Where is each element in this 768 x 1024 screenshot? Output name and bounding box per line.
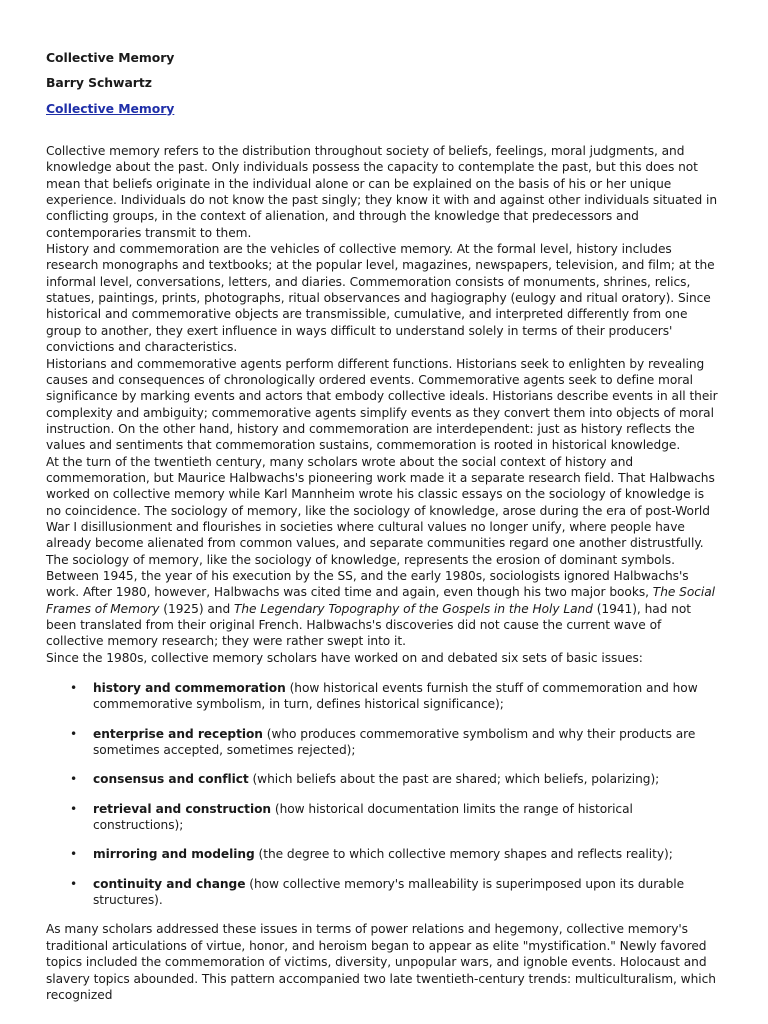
issue-description: (who produces commemorative symbolism and why their products are sometimes accepted, sometimes rejected);	[93, 726, 696, 758]
issue-term: history and commemoration	[93, 681, 286, 696]
list-item	[46, 726, 722, 759]
document-page	[46, 50, 722, 1003]
issue-description: (how historical events furnish the stuff of commemoration and how commemorative symbolism, in turn, defines historical significance);	[93, 681, 698, 712]
issue-term: mirroring and modeling	[93, 847, 255, 862]
bullet-icon: •	[70, 801, 78, 816]
issue-term: enterprise and reception	[93, 726, 263, 741]
paragraph-5-part-1: Between 1945, the year of his execution by the SS, and the early 1980s, sociologists ignored Halbwachs's work. After 1980, however, Halbwachs was cited time and again, even though his two major books,	[46, 568, 689, 600]
paragraph-3: Historians and commemorative agents perform different functions. Historians seek to enlighten by revealing causes and consequences of chronologically ordered events. Commemorative agents seek to define moral significance by marking events and actors that embody collective ideals. Historians describe events in all their complexity and ambiguity; commemorative agents simplify events as they convert them into objects of moral instruction. On the other hand, history and commemoration are interdependent: just as history reflects the values and sentiments that commemoration sustains, commemoration is rooted in historical knowledge.	[46, 356, 718, 453]
paragraph-2: History and commemoration are the vehicles of collective memory. At the formal level, history includes research monographs and textbooks; at the popular level, magazines, newspapers, television, and film; at the informal level, conversations, letters, and diaries. Commemoration consists of monuments, shrines, relics, statues, paintings, prints, photographs, ritual observances and hagiography (eulogy and ritual oratory). Since historical and commemorative objects are transmissible, cumulative, and interpreted differently from one group to another, they exert influence in ways difficult to understand solely in terms of their producers' convictions and characteristics.	[46, 242, 715, 355]
collective-memory-link[interactable]: Collective Memory	[46, 100, 175, 116]
list-item	[46, 846, 722, 862]
list-intro: Since the 1980s, collective memory scholars have worked on and debated six sets of basic issues:	[46, 650, 643, 665]
issue-term: retrieval and construction	[93, 801, 272, 816]
list-item	[46, 680, 722, 713]
book-title-social-frames: The Social Frames of Memory	[46, 585, 715, 616]
paragraph-4: At the turn of the twentieth century, many scholars wrote about the social context of history and commemoration, but Maurice Halbwachs's pioneering work made it a separate research field. That Halbwachs worked on collective memory while Karl Mannheim wrote his classic essays on the sociology of knowledge is no coincidence. The sociology of memory, like the sociology of knowledge, arose during the era of post-World War I disillusionment and flourishes in societies where cultural values no longer unify, where people have already become alienated from common values, and separate communities regard one another distrustfully. The sociology of memory, like the sociology of knowledge, represents the erosion of dominant symbols.	[46, 454, 715, 567]
issues-list	[46, 680, 722, 908]
issue-term: consensus and conflict	[93, 772, 249, 787]
issue-description: (how collective memory's malleability is superimposed upon its durable structures).	[93, 876, 685, 908]
issue-description: (how historical documentation limits the range of historical constructions);	[93, 801, 633, 833]
document-author: Barry Schwartz	[46, 75, 152, 91]
closing-paragraph: As many scholars addressed these issues in terms of power relations and hegemony, collective memory's traditional articulations of virtue, honor, and heroism began to appear as elite "mystification." Newly favored topics included the commemoration of victims, diversity, unpopular wars, and ignoble events. Holocaust and slavery topics abounded. This pattern accompanied two late twentieth-century trends: multiculturalism, which recognized	[46, 922, 716, 1002]
bullet-icon: •	[70, 876, 78, 891]
book-title-legendary-topography: The Legendary Topography of the Gospels in the Holy Land	[233, 601, 593, 616]
document-title: Collective Memory	[46, 50, 175, 65]
issue-term: continuity and change	[93, 876, 246, 891]
paragraph-5-part-3: (1941), had not been translated from their original French. Halbwachs's discoveries did not cause the current wave of collective memory research; they were rather swept into it.	[46, 601, 691, 649]
paragraph-1: Collective memory refers to the distribution throughout society of beliefs, feelings, moral judgments, and knowledge about the past. Only individuals possess the capacity to contemplate the past, but this does not mean that beliefs originate in the individual alone or can be explained on the basis of his or her unique experience. Individuals do not know the past singly; they know it with and against other individuals situated in conflicting groups, in the context of alienation, and through the knowledge that predecessors and contemporaries transmit to them.	[46, 144, 718, 240]
bullet-icon: •	[70, 681, 78, 696]
bullet-icon: •	[70, 726, 78, 741]
list-item	[46, 771, 722, 787]
list-item	[46, 801, 722, 834]
paragraph-5-part-2: (1925) and	[159, 601, 234, 616]
paragraph-5	[46, 568, 722, 650]
bullet-icon: •	[70, 772, 78, 787]
issue-description: (which beliefs about the past are shared; which beliefs, polarizing);	[248, 772, 660, 787]
issue-description: (the degree to which collective memory shapes and reflects reality);	[254, 847, 673, 862]
list-item	[46, 876, 722, 909]
bullet-icon: •	[70, 847, 78, 862]
